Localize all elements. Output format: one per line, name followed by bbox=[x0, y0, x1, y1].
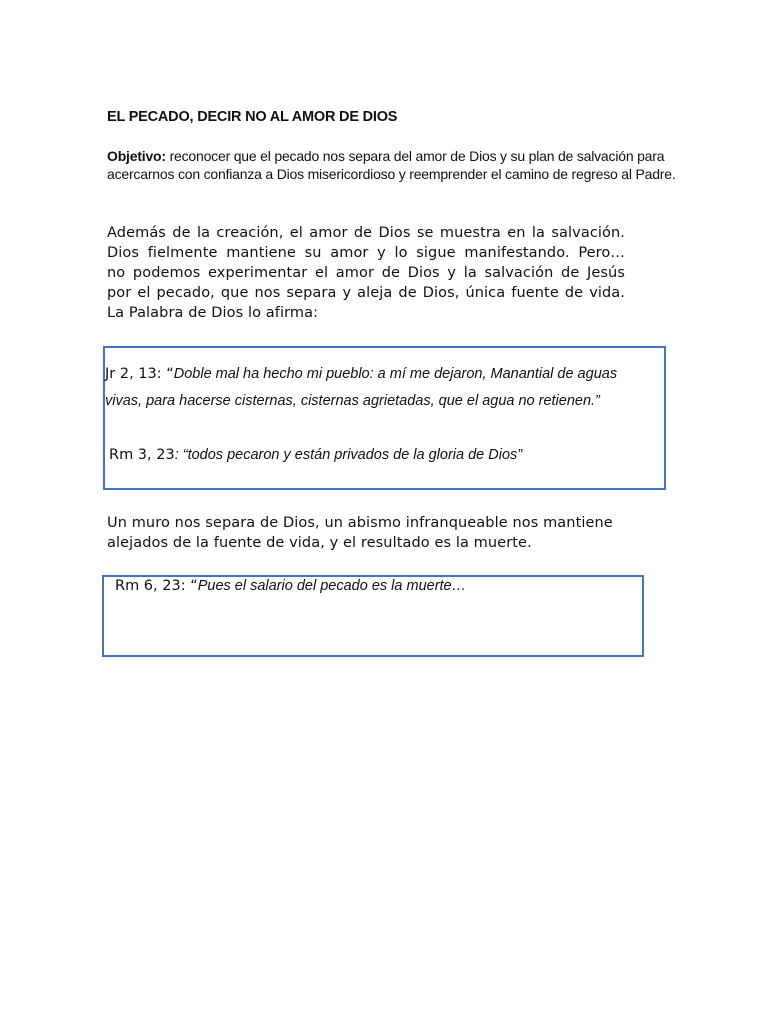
verse-reference: Jr 2, 13: “ bbox=[105, 366, 174, 382]
intro-paragraph bbox=[107, 223, 625, 323]
verse-quote: : “todos pecaron y están privados de la gloria de Dios” bbox=[174, 447, 523, 463]
intro-line: por el pecado, que nos separa y aleja de Dios, única fuente de vida. bbox=[107, 285, 625, 301]
verse-rm-3-23 bbox=[109, 442, 522, 469]
verse-quote: Doble mal ha hecho mi pueblo: a mí me dejaron, Manantial de aguas bbox=[173, 366, 618, 382]
verse-reference: Rm 3, 23 bbox=[109, 447, 175, 463]
intro-line: Dios fielmente mantiene su amor y lo sigue manifestando. Pero… bbox=[107, 245, 625, 261]
document-title: EL PECADO, DECIR NO AL AMOR DE DIOS bbox=[107, 109, 398, 125]
intro-line: La Palabra de Dios lo afirma: bbox=[107, 305, 319, 321]
objective-paragraph bbox=[107, 147, 699, 183]
intro-line: Además de la creación, el amor de Dios se muestra en la salvación. bbox=[107, 225, 625, 241]
objective-label: Objetivo: bbox=[107, 148, 166, 164]
verse-jr-2-13 bbox=[105, 361, 617, 415]
wall-line: alejados de la fuente de vida, y el resultado es la muerte. bbox=[107, 535, 532, 551]
wall-line: Un muro nos separa de Dios, un abismo infranqueable nos mantiene bbox=[107, 515, 613, 531]
intro-line: no podemos experimentar el amor de Dios y la salvación de Jesús bbox=[107, 265, 625, 281]
verse-reference: Rm 6, 23: “ bbox=[115, 578, 198, 594]
verse-quote: Pues el salario del pecado es la muerte… bbox=[197, 578, 467, 594]
objective-text: reconocer que el pecado nos separa del amor de Dios y su plan de salvación para acercarnos con confianza a Dios misericordioso y reemprender el camino de regreso al Padre. bbox=[107, 148, 676, 182]
verse-rm-6-23 bbox=[115, 573, 466, 600]
verse-quote-continued: vivas, para hacerse cisternas, cisternas agrietadas, que el agua no retienen.” bbox=[105, 393, 600, 409]
wall-paragraph bbox=[107, 513, 647, 553]
